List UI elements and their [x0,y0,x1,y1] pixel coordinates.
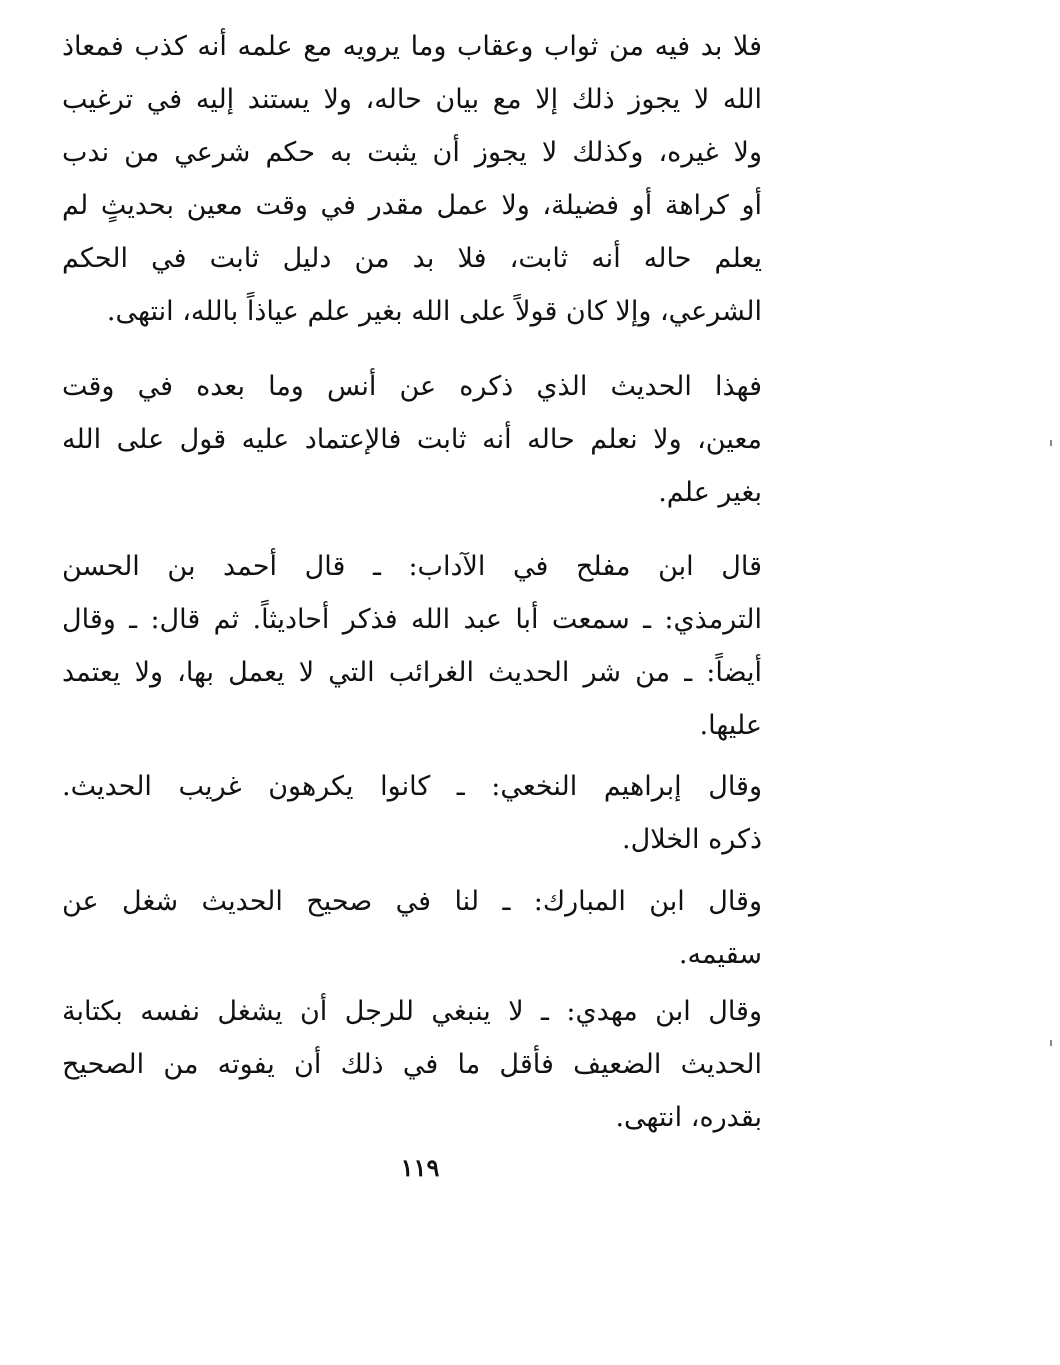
text-line: ذكره الخلال. [622,824,762,855]
text-line: وقال ابن المبارك: ـ لنا في صحيح الحديث شغل عن [62,886,762,917]
paragraph-2 [62,360,762,519]
text-line: قال ابن مفلح في الآداب: ـ قال أحمد بن الحسن [62,551,762,582]
text-line: يعلم حاله أنه ثابت، فلا بد من دليل ثابت في الحكم [62,243,762,274]
text-line: الله لا يجوز ذلك إلا مع بيان حاله، ولا يستند إليه في ترغيب [62,84,762,115]
paragraph-6 [62,985,762,1144]
paragraph-5 [62,875,762,981]
page-number: ١١٩ [400,1153,440,1182]
text-line: بقدره، انتهى. [615,1102,762,1133]
text-line: ولا غيره، وكذلك لا يجوز أن يثبت به حكم شرعي من ندب [62,137,762,168]
text-line: بغير علم. [658,477,762,508]
text-line: وقال ابن مهدي: ـ لا ينبغي للرجل أن يشغل نفسه بكتابة [62,996,762,1027]
text-line: أيضاً: ـ من شر الحديث الغرائب التي لا يعمل بها، ولا يعتمد [62,657,762,688]
text-line: معين، ولا نعلم حاله أنه ثابت فالإعتماد عليه قول على الله [62,424,762,455]
text-line: فهذا الحديث الذي ذكره عن أنس وما بعده في وقت [62,371,762,402]
text-line: وقال إبراهيم النخعي: ـ كانوا يكرهون غريب الحديث. [62,771,762,802]
scan-artifact [1050,440,1052,446]
text-line: فلا بد فيه من ثواب وعقاب وما يرويه مع علمه أنه كذب فمعاذ [62,31,762,62]
scan-artifact [1050,1040,1052,1046]
text-line: الترمذي: ـ سمعت أبا عبد الله فذكر أحاديثاً. ثم قال: ـ وقال [62,604,762,635]
text-line: عليها. [699,710,762,741]
paragraph-3 [62,540,762,752]
text-line: سقيمه. [678,939,762,970]
paragraph-1 [62,20,762,338]
paragraph-4 [62,760,762,866]
text-line: الشرعي، وإلا كان قولاً على الله بغير علم عياذاً بالله، انتهى. [106,296,762,327]
text-line: الحديث الضعيف فأقل ما في ذلك أن يفوته من الصحيح [62,1049,762,1080]
text-line: أو كراهة أو فضيلة، ولا عمل مقدر في وقت معين بحديثٍ لم [62,190,762,221]
